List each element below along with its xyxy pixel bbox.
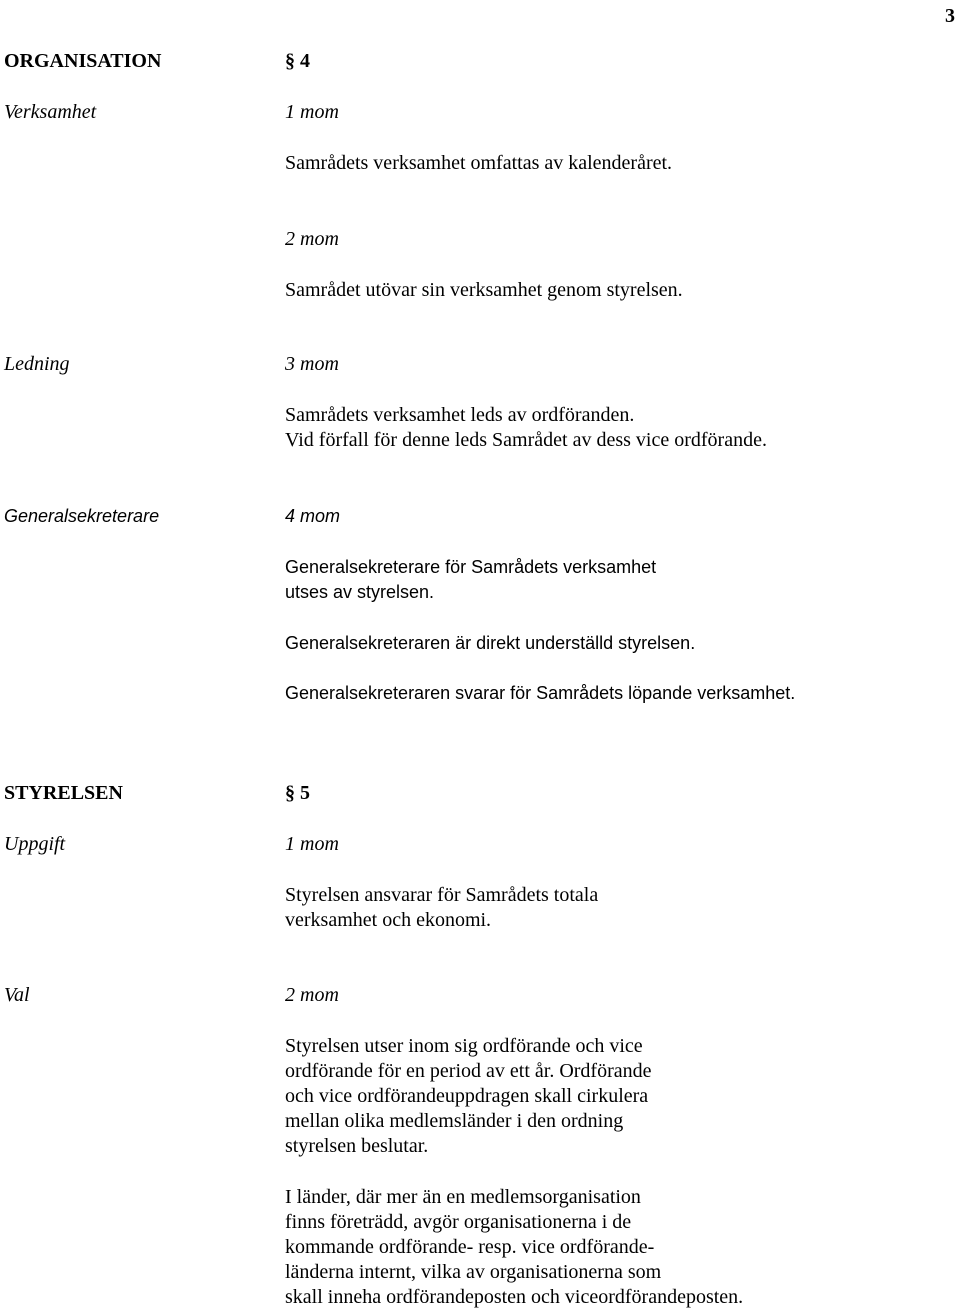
mom-text: Generalsekreteraren svarar för Samrådets löpande verksamhet. xyxy=(285,683,796,703)
mom-text-line: ordförande för en period av ett år. Ordförande xyxy=(285,1060,652,1082)
mom-title: 3 mom xyxy=(285,353,339,375)
mom-text-line: finns företrädd, avgör organisationerna i de xyxy=(285,1211,632,1233)
mom-text-line: länderna internt, vilka av organisationerna som xyxy=(285,1261,662,1283)
mom-title: 1 mom xyxy=(285,833,339,855)
label-uppgift: Uppgift xyxy=(4,833,66,855)
mom-text-line: mellan olika medlemsländer i den ordning xyxy=(285,1110,624,1132)
mom-text-line: Vid förfall för denne leds Samrådet av dess vice ordförande. xyxy=(285,429,767,451)
label-generalsekreterare: Generalsekreterare xyxy=(4,506,160,526)
mom-title: 2 mom xyxy=(285,228,339,250)
mom-title: 4 mom xyxy=(285,506,341,526)
mom-text-line: och vice ordförandeuppdragen skall cirkulera xyxy=(285,1085,649,1107)
mom-text: Samrådet utövar sin verksamhet genom styrelsen. xyxy=(285,279,683,301)
section-heading-styrelsen: STYRELSEN xyxy=(4,782,123,804)
mom-title: 2 mom xyxy=(285,984,339,1006)
mom-text-line: Styrelsen utser inom sig ordförande och vice xyxy=(285,1035,643,1057)
mom-text-line: kommande ordförande- resp. vice ordförande- xyxy=(285,1236,655,1258)
page-number: 3 xyxy=(945,5,955,27)
paragraph-number-4: § 4 xyxy=(285,50,310,72)
mom-text-line: styrelsen beslutar. xyxy=(285,1135,429,1157)
mom-text-line: Styrelsen ansvarar för Samrådets totala xyxy=(285,884,599,906)
mom-title: 1 mom xyxy=(285,101,339,123)
section-heading-organisation: ORGANISATION xyxy=(4,50,162,72)
mom-text-line: skall inneha ordförandeposten och viceordförandeposten. xyxy=(285,1286,744,1308)
mom-text-line: I länder, där mer än en medlemsorganisation xyxy=(285,1186,641,1208)
label-verksamhet: Verksamhet xyxy=(4,101,97,123)
mom-text: Samrådets verksamhet omfattas av kalenderåret. xyxy=(285,152,673,174)
label-ledning: Ledning xyxy=(4,353,70,375)
mom-text-line: Samrådets verksamhet leds av ordföranden. xyxy=(285,404,635,426)
paragraph-number-5: § 5 xyxy=(285,782,310,804)
mom-text: Generalsekreteraren är direkt underställd styrelsen. xyxy=(285,633,696,653)
label-val: Val xyxy=(4,984,30,1006)
mom-text-line: utses av styrelsen. xyxy=(285,582,435,602)
mom-text-line: Generalsekreterare för Samrådets verksamhet xyxy=(285,557,657,577)
mom-text-line: verksamhet och ekonomi. xyxy=(285,909,492,931)
